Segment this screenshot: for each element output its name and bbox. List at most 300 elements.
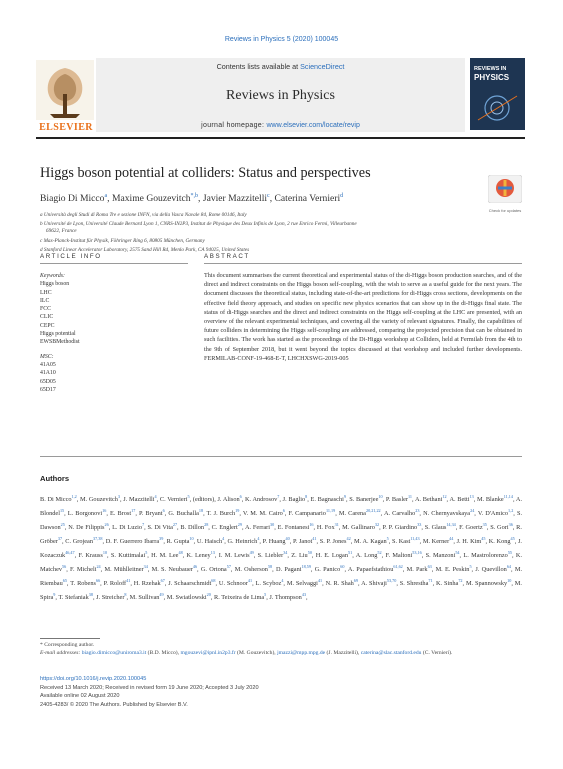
author-affiliation-mark[interactable]: 4: [154, 494, 157, 499]
author-affiliation-mark[interactable]: d: [340, 193, 344, 199]
author-name[interactable]: K. Androsov: [245, 496, 278, 504]
journal-cover-image[interactable]: [470, 58, 525, 130]
author-entry: [392, 538, 420, 545]
author-name[interactable]: C. Vernieri: [159, 496, 188, 504]
check-for-updates-badge[interactable]: [488, 175, 522, 215]
author-name[interactable]: M. A. Kagan: [353, 538, 387, 546]
author-affiliation-mark[interactable]: 40: [285, 536, 290, 541]
author-entry: [339, 510, 381, 517]
author-name[interactable]: T. J. Burch: [206, 510, 236, 518]
author-affiliation-mark[interactable]: 5: [386, 536, 389, 541]
author-entry: [436, 580, 463, 587]
author-entry: [235, 566, 272, 573]
author-affiliation-mark[interactable]: c: [267, 193, 270, 199]
keyword[interactable]: LHC: [40, 289, 52, 296]
author-affiliation-mark[interactable]: 4: [222, 536, 225, 541]
author-entry: [130, 594, 164, 601]
msc-code: 65D05: [40, 378, 56, 385]
author-affiliation-mark[interactable]: 33: [417, 522, 422, 527]
author-entry: [320, 538, 351, 545]
author-affiliation-mark[interactable]: 51: [348, 550, 353, 555]
author-affiliation-mark[interactable]: 20,21,22: [365, 508, 381, 513]
author-entry: [227, 538, 259, 545]
author-affiliation-mark[interactable]: 14,34: [446, 522, 456, 527]
author-name[interactable]: P. Janot: [292, 538, 313, 546]
author-affiliation-mark[interactable]: 5: [264, 592, 267, 597]
article-title: Higgs boson potential at colliders: Status and perspectives: [40, 165, 371, 181]
author-name[interactable]: S. Kast: [392, 538, 411, 546]
author-name[interactable]: A. Long: [355, 552, 378, 560]
author-affiliation-mark[interactable]: 10: [507, 578, 512, 583]
author-entry: [276, 566, 311, 573]
author-name[interactable]: B. Dillon: [180, 524, 205, 532]
license-line: 2405-4283/ © 2020 The Authors. Published by Elsevier B.V.: [40, 702, 188, 708]
author-entry: [385, 552, 421, 559]
author-entry: [326, 580, 358, 587]
msc-code: 65D17: [40, 386, 56, 393]
author-affiliation-mark[interactable]: 6: [282, 508, 285, 513]
author-affiliation-mark[interactable]: 34: [283, 550, 288, 555]
author-affiliation-mark[interactable]: 17: [131, 508, 136, 513]
journal-title: Reviews in Physics: [226, 88, 335, 103]
author-entry: [311, 496, 346, 503]
author-name[interactable]: A. Papaefstathiou: [347, 566, 394, 574]
author-name[interactable]: M. Riembau: [40, 566, 523, 588]
author-entry: [407, 566, 432, 573]
author-name[interactable]: Biagio Di Micco: [40, 193, 105, 205]
author-affiliation-mark[interactable]: 12: [442, 494, 447, 499]
email-link[interactable]: mgouzevi@ipnl.in2p3.fr: [180, 650, 236, 656]
author-name[interactable]: N. R. Shah: [325, 580, 354, 588]
author-affiliation-mark[interactable]: 34: [143, 564, 148, 569]
author-affiliation-mark[interactable]: 65: [62, 578, 67, 583]
author-name[interactable]: N. De Filippis: [68, 524, 105, 532]
article-authors: Biagio Di Micco$^a$, Maxime Gouzevitch$^{*,b}$, Javier Mazzitelli$^c$, Caterina Vernieri$^d$: [40, 193, 344, 205]
author-affiliation-mark[interactable]: 16: [102, 508, 107, 513]
author-name[interactable]: E. Bagnaschi: [310, 496, 344, 504]
author-name[interactable]: B. Di Micco: [40, 496, 72, 504]
author-affiliation-mark[interactable]: 26: [104, 522, 109, 527]
author-name[interactable]: H. Rzehak: [133, 580, 161, 588]
author-affiliation-mark[interactable]: 64: [506, 564, 512, 569]
author-affiliation-mark[interactable]: 11: [407, 494, 413, 499]
author-affiliation-mark[interactable]: 72: [458, 578, 463, 583]
author-entry: [58, 594, 93, 601]
author-entry: [106, 538, 164, 545]
keyword[interactable]: CLIC: [40, 314, 54, 321]
author-name[interactable]: A. Bethani: [414, 496, 443, 504]
author-name[interactable]: C. Grojean: [65, 538, 94, 546]
author-entry: [96, 594, 126, 601]
author-name[interactable]: L. Borgonovi: [67, 510, 103, 518]
author-entry: [459, 524, 487, 531]
author-affiliation-mark[interactable]: 58: [267, 564, 273, 569]
author-affiliation-mark[interactable]: 56: [62, 564, 67, 569]
keyword[interactable]: Higgs boson: [40, 281, 70, 288]
author-name[interactable]: M. Osherson: [234, 566, 268, 574]
author-affiliation-mark[interactable]: 5: [145, 550, 148, 555]
author-name[interactable]: Z. Liu: [291, 552, 308, 560]
author-name[interactable]: G. Buchalla: [168, 510, 199, 518]
author-entry: [112, 524, 144, 531]
author-name[interactable]: S. Liebler: [257, 552, 284, 560]
author-entry: [70, 566, 101, 573]
author-name[interactable]: J. Baglio: [282, 496, 306, 504]
author-affiliation-mark[interactable]: 49: [159, 592, 164, 597]
author-name[interactable]: J. Kozaczuk: [40, 538, 522, 560]
author-affiliation-mark[interactable]: 10: [102, 550, 108, 555]
author-name[interactable]: R. Gröber: [40, 524, 522, 546]
author-affiliation-mark[interactable]: 42: [346, 536, 351, 541]
author-entry: [110, 510, 135, 517]
author-affiliation-mark[interactable]: 15: [59, 508, 65, 513]
author-affiliation-mark[interactable]: 28: [204, 522, 209, 527]
author-affiliation-mark[interactable]: 24: [470, 508, 475, 513]
author-name[interactable]: M. Blanke: [476, 496, 504, 504]
author-name[interactable]: F. Goertz: [459, 524, 483, 532]
affiliation: c Max-Planck-Institut für Physik, Föhringer Ring 6, 80805 München, Germany: [40, 238, 205, 244]
author-name[interactable]: F. Krauss: [78, 552, 103, 560]
author-affiliation-mark[interactable]: 18: [198, 508, 204, 513]
author-affiliation-mark[interactable]: 35: [482, 522, 487, 527]
author-name[interactable]: C. Englert: [211, 524, 238, 532]
author-name[interactable]: K. Sinha: [436, 580, 459, 588]
email-link[interactable]: jmazzi@mpp.mpg.de: [277, 650, 326, 656]
author-affiliation-mark[interactable]: 54: [455, 550, 460, 555]
author-name[interactable]: J. H. Kim: [456, 538, 482, 546]
author-name[interactable]: S. Kuttimalai: [110, 552, 146, 560]
author-name[interactable]: S. Glaus: [424, 524, 447, 532]
author-name[interactable]: P. Bryant: [138, 510, 163, 518]
author-affiliation-mark[interactable]: 25: [60, 522, 65, 527]
available-online-date: Available online 02 August 2020: [40, 693, 120, 699]
author-entry: [197, 538, 224, 545]
author-name[interactable]: J. Mazzitelli: [123, 496, 155, 504]
abstract-heading: ABSTRACT: [204, 253, 250, 260]
author-name[interactable]: S. Gori: [490, 524, 509, 532]
author-affiliation-mark[interactable]: 41: [126, 578, 131, 583]
author-affiliation-mark[interactable]: 46,47: [65, 550, 75, 555]
author-entry: [256, 580, 284, 587]
crossmark-icon: [488, 175, 522, 203]
author-name[interactable]: H. Fox: [316, 524, 335, 532]
author-name[interactable]: U. Schnoor: [218, 580, 248, 588]
author-entry: [139, 510, 165, 517]
author-name[interactable]: A. Carvalho: [383, 510, 416, 518]
author-affiliation-mark[interactable]: 41: [247, 578, 253, 583]
author-affiliation-mark[interactable]: 6: [239, 494, 242, 499]
msc-code: 41A05: [40, 361, 56, 368]
publisher-wordmark: ELSEVIER: [39, 122, 93, 133]
email-owner: (C. Vernieri).: [421, 650, 453, 656]
author-affiliation-mark[interactable]: 11,19: [325, 508, 336, 513]
author-entry: [123, 496, 156, 503]
author-entry: [463, 552, 512, 559]
author-name[interactable]: Caterina Vernieri: [274, 193, 341, 205]
author-name[interactable]: P. Basler: [385, 496, 408, 504]
author-name[interactable]: D. Pagani: [275, 566, 302, 574]
crossmark-label: Check for updates: [488, 208, 522, 213]
author-name[interactable]: M. Gallinaro: [342, 524, 375, 532]
author-entry: [289, 510, 336, 517]
author-name[interactable]: K. Kong: [488, 538, 511, 546]
author-name[interactable]: M. Carena: [338, 510, 366, 518]
author-affiliation-mark[interactable]: 23: [415, 508, 420, 513]
author-name[interactable]: H. M. Lee: [151, 552, 179, 560]
author-affiliation-mark[interactable]: 41: [312, 536, 317, 541]
author-name[interactable]: E. Brost: [109, 510, 132, 518]
author-affiliation-mark[interactable]: 39: [159, 536, 164, 541]
author-name[interactable]: H. E. Logan: [315, 552, 348, 560]
email-owner: (M. Gouzevitch),: [235, 650, 278, 656]
author-affiliation-mark[interactable]: 9: [343, 494, 346, 499]
author-entry: [287, 580, 322, 587]
author-affiliation-mark[interactable]: 57: [226, 564, 231, 569]
author-affiliation-mark[interactable]: 48: [178, 550, 183, 555]
author-entry: [65, 538, 102, 545]
author-affiliation-mark[interactable]: 66: [95, 578, 101, 583]
author-name[interactable]: L. Di Luzio: [112, 524, 143, 532]
author-name[interactable]: S. Banerjee: [349, 496, 379, 504]
author-name[interactable]: F. Maltoni: [385, 552, 413, 560]
author-affiliation-mark[interactable]: 45: [510, 536, 515, 541]
author-name[interactable]: Javier Mazzitelli: [202, 193, 268, 205]
author-affiliation-mark[interactable]: 5: [187, 494, 190, 499]
author-affiliation-mark[interactable]: 38: [88, 592, 93, 597]
author-affiliation-mark[interactable]: 63: [427, 564, 432, 569]
author-name[interactable]: F. Micheli: [70, 566, 97, 574]
author-affiliation-mark[interactable]: a: [104, 193, 108, 199]
author-affiliation-mark[interactable]: 6: [162, 508, 165, 513]
author-affiliation-mark[interactable]: 37: [57, 536, 63, 541]
author-affiliation-mark[interactable]: 7: [142, 522, 145, 527]
author-entry: [415, 496, 447, 503]
author-affiliation-mark[interactable]: 53,70: [386, 578, 397, 583]
journal-reference[interactable]: Reviews in Physics 5 (2020) 100045: [224, 36, 339, 43]
author-name[interactable]: M. Sullivan: [129, 594, 160, 602]
author-affiliation-mark[interactable]: 1,2: [71, 494, 77, 499]
email-link[interactable]: caterina@slac.stanford.edu: [360, 650, 422, 656]
header-rule: [36, 137, 525, 139]
author-affiliation-mark[interactable]: 8: [305, 494, 308, 499]
author-affiliation-mark[interactable]: 50: [307, 550, 312, 555]
author-entry: [349, 496, 382, 503]
author-name[interactable]: R. Gupta: [166, 538, 190, 546]
author-name[interactable]: M. Kerner: [422, 538, 450, 546]
author-affiliation-mark[interactable]: 10: [189, 536, 194, 541]
author-name[interactable]: I. M. Lewis: [218, 552, 250, 560]
author-entry: [361, 580, 396, 587]
author-affiliation-mark[interactable]: 30: [270, 522, 275, 527]
author-affiliation-mark[interactable]: 68: [211, 578, 216, 583]
author-affiliation-mark[interactable]: 61,62: [393, 564, 403, 569]
author-affiliation-mark[interactable]: 10: [378, 494, 383, 499]
abstract-rule: [204, 263, 522, 264]
author-name[interactable]: A. Shivaji: [361, 580, 387, 588]
author-name[interactable]: G. Panico: [314, 566, 341, 574]
author-affiliation-mark[interactable]: 53,16: [412, 550, 422, 555]
author-name[interactable]: Maxime Gouzevitch: [111, 193, 191, 205]
author-name[interactable]: N. Chernyavskaya: [423, 510, 471, 518]
author-name[interactable]: M. Park: [406, 566, 428, 574]
author-affiliation-mark[interactable]: 27: [172, 522, 178, 527]
author-affiliation-mark[interactable]: 49: [249, 550, 254, 555]
author-name[interactable]: P. Huang: [262, 538, 286, 546]
corresponding-author-note: * Corresponding author.: [40, 642, 95, 648]
author-name[interactable]: J. Streicher: [96, 594, 125, 602]
author-affiliation-mark[interactable]: 41: [317, 578, 323, 583]
author-name[interactable]: M. Selvaggi: [286, 580, 318, 588]
author-entry: [167, 594, 211, 601]
author-affiliation-mark[interactable]: 9: [53, 592, 56, 597]
author-name[interactable]: M. Spannowsky: [465, 580, 508, 588]
keyword[interactable]: Higgs potential: [40, 331, 76, 338]
author-name[interactable]: V. D'Amico: [477, 510, 509, 518]
sciencedirect-link[interactable]: ScienceDirect: [300, 62, 345, 71]
author-name[interactable]: L. Mastrolorenzo: [463, 552, 508, 560]
author-affiliation-mark[interactable]: 71: [428, 578, 433, 583]
cover-title-line2: PHYSICS: [474, 73, 510, 82]
contents-prefix: Contents lists available at: [216, 62, 301, 71]
author-name[interactable]: M. Mühlleitner: [104, 566, 144, 574]
author-affiliation-mark[interactable]: 44: [449, 536, 454, 541]
author-name[interactable]: L. Scyboz: [255, 580, 282, 588]
author-entry: [78, 552, 107, 559]
author-affiliation-mark[interactable]: 1,2: [508, 508, 514, 513]
author-name[interactable]: S. P. Jones: [319, 538, 347, 546]
email-owner: (B.D. Micco),: [146, 650, 181, 656]
author-entry: [40, 496, 77, 503]
author-name[interactable]: M. E. Peskin: [435, 566, 470, 574]
email-link[interactable]: biagio.dimicco@uniroma3.it: [81, 650, 147, 656]
author-affiliation-mark[interactable]: 5: [469, 564, 472, 569]
author-affiliation-mark[interactable]: 29: [237, 522, 242, 527]
author-affiliation-mark[interactable]: 37,38: [93, 536, 103, 541]
doi-text[interactable]: https://doi.org/10.1016/j.revip.2020.100045: [40, 676, 147, 682]
author-affiliation-mark[interactable]: 55: [507, 550, 513, 555]
author-name[interactable]: T. Robens: [70, 580, 96, 588]
author-affiliation-mark[interactable]: 67: [160, 578, 165, 583]
email-addresses: [40, 650, 522, 658]
author-name[interactable]: M. S. Neubauer: [151, 566, 193, 574]
author-entry: [425, 524, 456, 531]
author-affiliation-mark[interactable]: 18,59: [301, 564, 311, 569]
author-affiliation-mark[interactable]: 43: [301, 592, 307, 597]
author-entry: [207, 510, 240, 517]
keyword[interactable]: CEPC: [40, 322, 55, 329]
footnote-rule: [40, 638, 100, 639]
author-name[interactable]: E. Fontanesi: [277, 524, 310, 532]
affiliation: b Université de Lyon, Université Claude Bernard Lyon 1, CNRS-IN2P3, Institut de Physique des Deux Infinis de Lyon, 2 rue Enrico Fermi, Villeurbanne: [40, 221, 357, 227]
author-entry: [269, 594, 306, 601]
keywords-block: [40, 272, 80, 394]
author-entry: [356, 552, 382, 559]
author-name[interactable]: J. Schaarschmidt: [168, 580, 212, 588]
author-name[interactable]: G. Ortona: [200, 566, 227, 574]
author-entry: [243, 510, 285, 517]
author-affiliation-mark[interactable]: 45: [481, 536, 486, 541]
author-name[interactable]: T. Stefaniak: [58, 594, 89, 602]
author-name[interactable]: P. Roloff: [103, 580, 127, 588]
author-affiliation-mark[interactable]: 32: [374, 522, 380, 527]
author-affiliation-mark[interactable]: 7: [277, 494, 280, 499]
author-name[interactable]: S. Manzoni: [425, 552, 456, 560]
author-name[interactable]: S. Shrestha: [399, 580, 429, 588]
author-entry: [423, 510, 474, 517]
author-entry: [384, 510, 419, 517]
author-affiliation-mark[interactable]: 31: [334, 522, 339, 527]
author-affiliation-mark[interactable]: 8: [124, 592, 127, 597]
author-name[interactable]: U. Haisch: [196, 538, 223, 546]
author-name[interactable]: K. Matchev: [40, 552, 523, 574]
email-owner: (J. Mazzitelli),: [325, 650, 361, 656]
author-name[interactable]: S. Dawson: [40, 510, 523, 532]
author-entry: [348, 566, 403, 573]
author-affiliation-mark[interactable]: 11,14: [503, 494, 513, 499]
author-name[interactable]: (editors), J. Alison: [192, 496, 240, 504]
author-entry: [449, 496, 473, 503]
author-entry: [148, 524, 178, 531]
author-name[interactable]: F. Campanario: [288, 510, 326, 518]
author-name[interactable]: A. Blondel: [40, 496, 523, 518]
author-affiliation-mark[interactable]: *,b: [190, 193, 199, 199]
article-info-heading: ARTICLE INFO: [40, 253, 102, 260]
author-affiliation-mark[interactable]: 16: [309, 522, 314, 527]
author-affiliation-mark[interactable]: 36: [508, 522, 513, 527]
author-name[interactable]: D. F. Guerrero Ibarra: [105, 538, 160, 546]
article-info-rule: [40, 263, 188, 264]
homepage-link[interactable]: www.elsevier.com/locate/revip: [266, 122, 360, 129]
author-affiliation-mark[interactable]: 4: [281, 578, 284, 583]
author-affiliation-mark[interactable]: 13: [210, 550, 215, 555]
author-name[interactable]: G. Heinrich: [227, 538, 258, 546]
author-affiliation-mark[interactable]: 13: [469, 494, 474, 499]
author-affiliation-mark[interactable]: 69: [353, 578, 358, 583]
author-entry: [245, 524, 274, 531]
author-affiliation-mark[interactable]: 24: [96, 564, 101, 569]
keyword[interactable]: EWSBMethodist: [40, 339, 80, 346]
author-affiliation-mark[interactable]: 52: [377, 550, 382, 555]
author-name[interactable]: M. Spira: [40, 580, 522, 602]
author-name[interactable]: M. Swiatlowski: [166, 594, 207, 602]
author-affiliation-mark[interactable]: 20: [206, 592, 211, 597]
author-name[interactable]: J. Quevillon: [475, 566, 507, 574]
author-entry: [70, 580, 100, 587]
keyword[interactable]: FCC: [40, 306, 51, 313]
author-affiliation-mark[interactable]: 60: [340, 564, 345, 569]
author-affiliation-mark[interactable]: 11,43: [410, 536, 420, 541]
author-name[interactable]: M. Gouzevitch: [80, 496, 118, 504]
keyword[interactable]: ILC: [40, 297, 50, 304]
section-rule: [40, 456, 522, 457]
author-affiliation-mark[interactable]: 19: [235, 508, 240, 513]
author-affiliation-mark[interactable]: 3: [117, 494, 121, 499]
keywords-label: Keywords:: [40, 273, 65, 279]
author-entry: [423, 538, 454, 545]
author-name[interactable]: A. Ferrari: [244, 524, 271, 532]
doi-link[interactable]: [40, 676, 522, 683]
author-name[interactable]: V. M. M. Cairo: [242, 510, 283, 518]
author-name[interactable]: A. Betti: [449, 496, 470, 504]
author-affiliation-mark[interactable]: 46: [192, 564, 198, 569]
author-name[interactable]: K. Leney: [186, 552, 211, 560]
author-name[interactable]: S. Di Vita: [147, 524, 173, 532]
author-entry: [342, 524, 379, 531]
author-affiliation-mark[interactable]: 4: [257, 536, 260, 541]
author-name[interactable]: P. P. Giardino: [382, 524, 418, 532]
author-name[interactable]: J. Thompson: [269, 594, 302, 602]
author-name[interactable]: R. Teixeira de Lima: [214, 594, 265, 602]
